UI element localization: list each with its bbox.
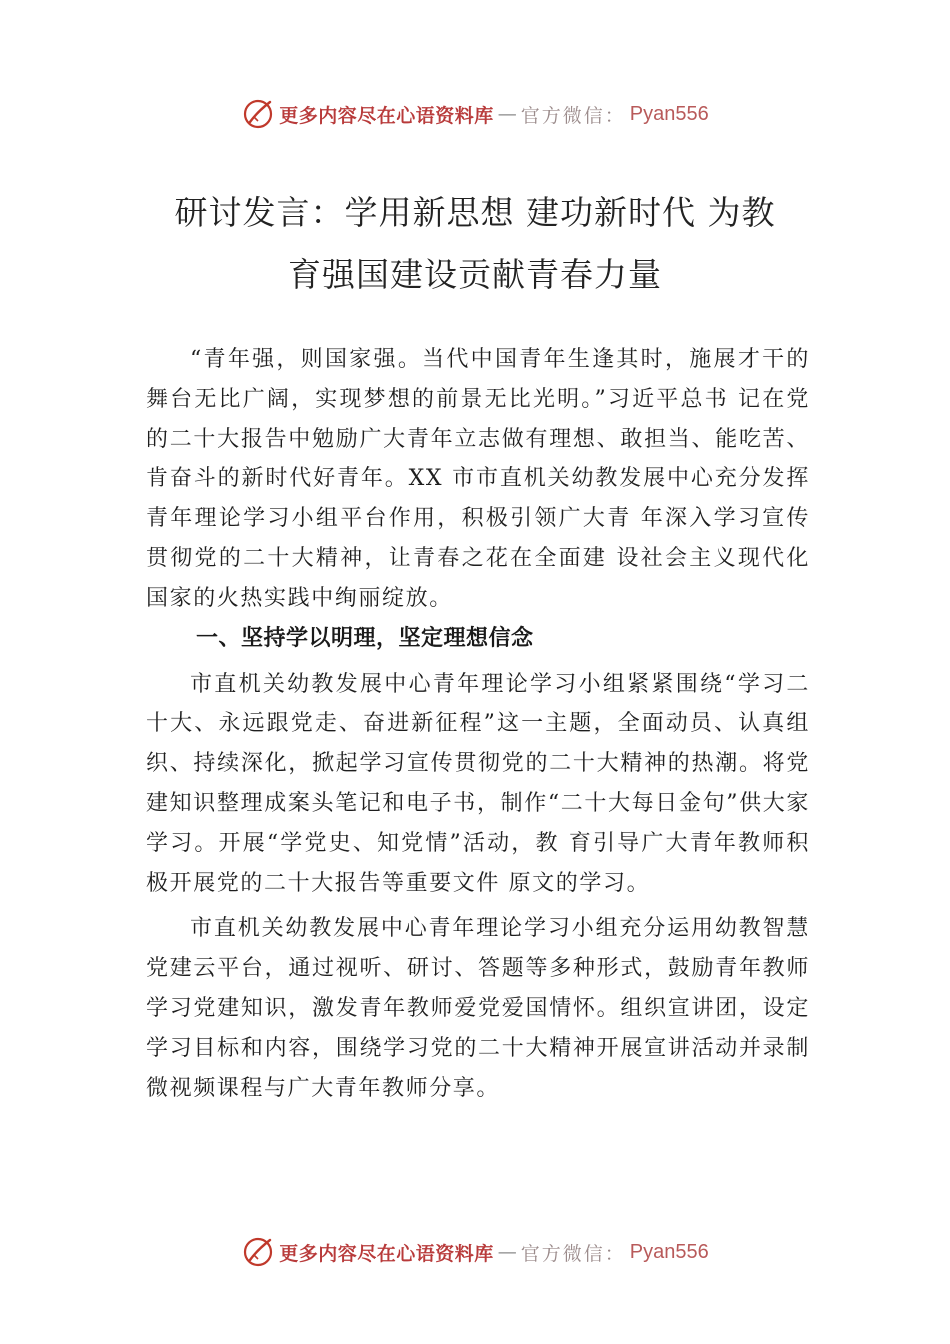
section1-paragraph-2: 市直机关幼教发展中心青年理论学习小组充分运用幼教智慧党建云平台，通过视听、研讨、答题等多种形式，鼓励青年教师学习党建知识，激发青年教师爱党爱国情怀。组织宣讲团，设定学习目标和内容，围绕学习党的二十大精神开展宣讲活动并录制微视频课程与广大青年教师分享。 xyxy=(146,916,810,1101)
banner-dash: — xyxy=(497,103,517,125)
brand-name: 更多内容尽在心语资料库 xyxy=(279,1242,494,1265)
section-heading-1: 一、坚持学以明理，坚定理想信念 xyxy=(196,625,534,651)
header-watermark-banner xyxy=(0,92,950,136)
wechat-label: 官方微信： xyxy=(520,104,626,127)
section1-paragraph-1: 市直机关幼教发展中心青年理论学习小组紧紧围绕“学习二十大、永远跟党走、奋进新征程”这一主题，全面动员、认真组织、持续深化，掀起学习宣传贯彻党的二十大精神的热潮。将党建知识整理成案头笔记和电子书，制作“二十大每日金句”供大家学习。开展“学党史、知党情”活动，教 育引导广大青年教师积极开展党的二十大报告等重要文件 原文的学习。 xyxy=(146,671,810,896)
quill-logo-icon xyxy=(241,97,275,131)
brand-name: 更多内容尽在心语资料库 xyxy=(279,104,494,127)
wechat-label: 官方微信： xyxy=(520,1242,626,1265)
wechat-id: Pyan556 xyxy=(629,102,709,125)
title-line-1: 研讨发言：学用新思想 建功新时代 为教 xyxy=(174,193,776,232)
quill-logo-icon xyxy=(241,1235,275,1269)
document-title xyxy=(120,182,830,306)
wechat-id: Pyan556 xyxy=(629,1240,709,1263)
document-body xyxy=(146,340,810,1108)
footer-watermark-banner xyxy=(0,1230,950,1274)
title-line-2: 育强国建设贡献青春力量 xyxy=(288,255,662,294)
intro-paragraph: “青年强，则国家强。当代中国青年生逢其时，施展才干的舞台无比广阔，实现梦想的前景无比光明。”习近平总书 记在党的二十大报告中勉励广大青年立志做有理想、敢担当、能吃苦、肯奋斗的新时代好青年。XX 市市直机关幼教发展中心充分发挥青年理论学习小组平台作用，积极引领广大青 年深入学习宣传贯彻党的二十大精神，让青春之花在全面建 设社会主义现代化国家的火热实践中绚丽绽放。 xyxy=(146,347,810,611)
banner-dash: — xyxy=(497,1241,517,1263)
